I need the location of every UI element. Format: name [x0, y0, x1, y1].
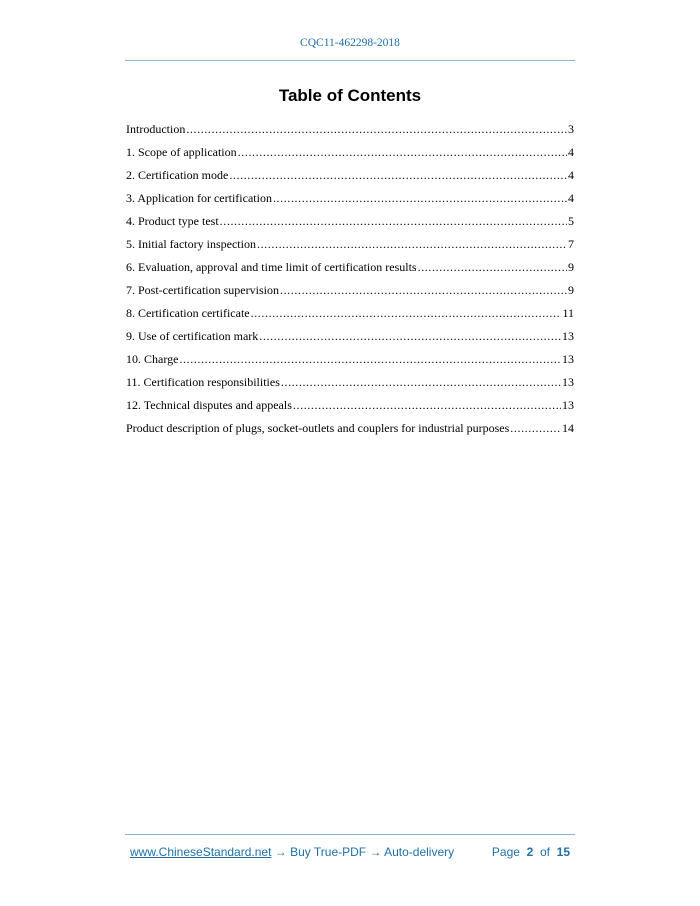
toc-entry[interactable] — [126, 395, 574, 418]
page-footer — [130, 845, 570, 859]
toc-leader-dots — [280, 280, 567, 300]
toc-leader-dots — [273, 188, 567, 208]
toc-entry-title: Product description of plugs, socket-outlets and couplers for industrial purposes — [126, 421, 510, 435]
toc-entry[interactable] — [126, 280, 574, 303]
toc-entry-page: 13 — [562, 329, 574, 343]
toc-leader-dots — [259, 326, 561, 346]
toc-entry-page: 13 — [562, 352, 574, 366]
toc-leader-dots — [251, 303, 562, 323]
toc-entry-title: 1. Scope of application — [126, 145, 237, 159]
toc-leader-dots — [220, 211, 567, 231]
toc-entry[interactable] — [126, 234, 574, 257]
toc-entry-title: 7. Post-certification supervision — [126, 283, 279, 297]
toc-leader-dots — [281, 372, 561, 392]
toc-entry-page: 4 — [568, 145, 574, 159]
toc-entry-title: 6. Evaluation, approval and time limit of certification results — [126, 260, 417, 274]
toc-leader-dots — [257, 234, 567, 254]
toc-entry-title: 4. Product type test — [126, 214, 219, 228]
toc-entry[interactable] — [126, 372, 574, 395]
toc-entry[interactable] — [126, 142, 574, 165]
page-current: 2 — [526, 845, 534, 859]
toc-entry-page: 3 — [568, 122, 574, 136]
table-of-contents — [126, 119, 574, 441]
toc-entry-page: 5 — [568, 214, 574, 228]
toc-entry-title: 3. Application for certification — [126, 191, 272, 205]
toc-entry[interactable] — [126, 303, 574, 326]
toc-entry-page: 4 — [568, 191, 574, 205]
toc-entry-title: 10. Charge — [126, 352, 179, 366]
toc-entry-title: 2. Certification mode — [126, 168, 229, 182]
page-label: Page — [491, 845, 520, 859]
page-total: 15 — [556, 845, 570, 859]
toc-entry[interactable] — [126, 165, 574, 188]
toc-entry-title: 9. Use of certification mark — [126, 329, 259, 343]
toc-entry-title: 8. Certification certificate — [126, 306, 250, 320]
toc-leader-dots — [179, 349, 561, 369]
toc-entry[interactable] — [126, 188, 574, 211]
toc-entry-title: 12. Technical disputes and appeals — [126, 398, 292, 412]
toc-entry[interactable] — [126, 257, 574, 280]
header-divider — [125, 60, 575, 61]
page-title: Table of Contents — [278, 86, 422, 105]
promo-text: → Buy True-PDF → Auto-delivery — [271, 845, 455, 859]
toc-entry[interactable] — [126, 119, 574, 142]
toc-entry[interactable] — [126, 349, 574, 372]
toc-leader-dots — [293, 395, 561, 415]
toc-entry-title: Introduction — [126, 122, 186, 136]
toc-leader-dots — [186, 119, 567, 139]
toc-entry[interactable] — [126, 418, 574, 441]
toc-leader-dots — [238, 142, 567, 162]
toc-entry-title: 11. Certification responsibilities — [126, 375, 280, 389]
toc-leader-dots — [229, 165, 567, 185]
document-id-header: CQC11-462298-2018 — [300, 37, 400, 49]
toc-entry-page: 13 — [562, 375, 574, 389]
toc-leader-dots — [418, 257, 567, 277]
toc-entry-page: 7 — [568, 237, 574, 251]
toc-entry-page: 9 — [568, 283, 574, 297]
footer-divider — [125, 834, 575, 835]
website-link[interactable]: www.ChineseStandard.net — [130, 845, 272, 859]
page-indicator — [492, 845, 570, 859]
toc-entry-page: 13 — [562, 398, 574, 412]
page-of-label: of — [539, 845, 550, 859]
toc-entry-page: 4 — [568, 168, 574, 182]
toc-entry-page: 11 — [562, 306, 574, 320]
toc-entry-page: 9 — [568, 260, 574, 274]
toc-leader-dots — [510, 418, 561, 438]
toc-entry-title: 5. Initial factory inspection — [126, 237, 256, 251]
toc-entry[interactable] — [126, 326, 574, 349]
toc-entry[interactable] — [126, 211, 574, 234]
toc-entry-page: 14 — [562, 421, 574, 435]
